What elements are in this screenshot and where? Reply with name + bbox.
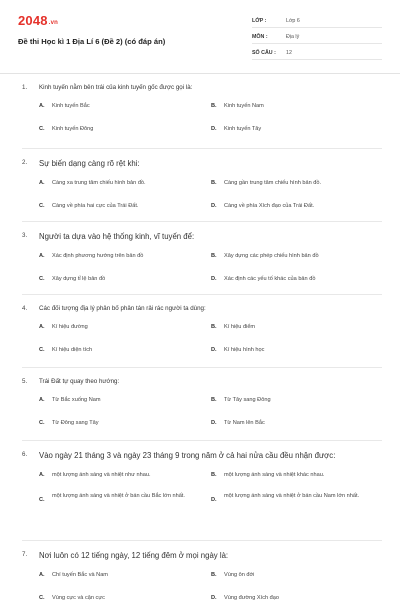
question-text: Các đối tượng địa lý phân bố phân tán rải rác người ta dùng:	[39, 305, 206, 312]
answer-option-d[interactable]	[211, 489, 382, 517]
option-text: một lượng ánh sáng và nhiệt ở bán cầu Bắc lớn nhất.	[52, 493, 185, 499]
option-letter: B.	[211, 253, 217, 259]
answer-option-c[interactable]	[39, 489, 211, 517]
question-text: Sự biến dạng càng rõ rệt khi:	[39, 159, 140, 168]
answer-options	[39, 391, 382, 437]
option-text: một lượng ánh sáng và nhiệt như nhau.	[52, 472, 151, 478]
answer-option-b[interactable]	[211, 318, 382, 341]
option-letter: B.	[211, 472, 217, 478]
answer-options	[39, 566, 382, 600]
question-1	[22, 74, 382, 149]
answer-option-a[interactable]	[39, 466, 211, 489]
option-letter: C.	[39, 497, 45, 503]
option-letter: A.	[39, 103, 45, 109]
question-6	[22, 441, 382, 541]
option-letter: C.	[39, 276, 45, 282]
answer-options	[39, 318, 382, 364]
option-letter: D.	[211, 595, 217, 600]
meta-class	[252, 14, 382, 28]
answer-option-d[interactable]	[211, 270, 382, 293]
answer-option-d[interactable]	[211, 589, 382, 600]
answer-option-c[interactable]	[39, 270, 211, 293]
option-letter: A.	[39, 180, 45, 186]
exam-meta	[252, 14, 382, 62]
answer-option-a[interactable]	[39, 247, 211, 270]
logo-main: 2048	[18, 13, 48, 28]
question-3	[22, 222, 382, 295]
option-text: một lượng ánh sáng và nhiệt khác nhau.	[224, 472, 325, 478]
option-text: Càng về phía hai cực của Trái Đất.	[52, 203, 139, 209]
question-header	[22, 295, 382, 314]
answer-option-a[interactable]	[39, 391, 211, 414]
option-letter: C.	[39, 595, 45, 600]
option-text: Kí hiệu hình học	[224, 347, 265, 353]
answer-option-c[interactable]	[39, 589, 211, 600]
option-letter: D.	[211, 497, 217, 503]
question-header	[22, 222, 382, 243]
answer-option-b[interactable]	[211, 466, 382, 489]
question-text: Trái Đất tự quay theo hướng:	[39, 378, 120, 385]
question-number: 3.	[22, 232, 28, 239]
question-5	[22, 368, 382, 441]
answer-option-c[interactable]	[39, 197, 211, 220]
meta-key: LỚP :	[252, 17, 267, 24]
answer-option-b[interactable]	[211, 566, 382, 589]
option-letter: D.	[211, 126, 217, 132]
question-7	[22, 541, 382, 600]
option-text: Kinh tuyến Bắc	[52, 103, 90, 109]
option-text: Xác định phương hướng trên bản đồ	[52, 253, 144, 259]
answer-option-a[interactable]	[39, 174, 211, 197]
answer-options	[39, 97, 382, 143]
option-text: Kinh tuyến Nam	[224, 103, 264, 109]
option-text: Xây dựng các phép chiếu hình bản đồ	[224, 253, 319, 259]
answer-option-c[interactable]	[39, 414, 211, 437]
page-header	[0, 0, 400, 74]
option-text: Từ Tây sang Đông	[224, 397, 271, 403]
meta-key: MÔN :	[252, 33, 268, 40]
option-text: Càng về phía Xích đạo của Trái Đất.	[224, 203, 315, 209]
option-text: một lượng ánh sáng và nhiệt ở bán cầu Nam lớn nhất.	[224, 493, 360, 499]
answer-option-b[interactable]	[211, 247, 382, 270]
question-text: Vào ngày 21 tháng 3 và ngày 23 tháng 9 trong năm ở cả hai nửa cầu đều nhận được:	[39, 451, 336, 460]
option-letter: A.	[39, 472, 45, 478]
answer-option-d[interactable]	[211, 120, 382, 143]
option-letter: D.	[211, 276, 217, 282]
option-letter: C.	[39, 420, 45, 426]
option-text: Vùng đường Xích đạo	[224, 595, 279, 600]
answer-option-b[interactable]	[211, 97, 382, 120]
page-title: Đề thi Học kì 1 Địa Lí 6 (Đề 2) (có đáp án)	[18, 37, 166, 46]
question-header	[22, 441, 382, 462]
option-text: Từ Bắc xuống Nam	[52, 397, 101, 403]
question-list	[0, 74, 400, 600]
question-text: Kinh tuyến nằm bên trái của kinh tuyến gốc được gọi là:	[39, 84, 193, 91]
answer-options	[39, 174, 382, 220]
question-number: 7.	[22, 551, 28, 558]
option-letter: A.	[39, 324, 45, 330]
answer-option-b[interactable]	[211, 174, 382, 197]
meta-question-count	[252, 46, 382, 60]
option-text: Kí hiệu đường	[52, 324, 88, 330]
option-letter: A.	[39, 253, 45, 259]
option-text: Từ Đông sang Tây	[52, 420, 99, 426]
answer-option-a[interactable]	[39, 318, 211, 341]
question-header	[22, 368, 382, 387]
answer-option-b[interactable]	[211, 391, 382, 414]
question-header	[22, 541, 382, 562]
option-letter: D.	[211, 203, 217, 209]
question-number: 2.	[22, 159, 28, 166]
option-letter: D.	[211, 420, 217, 426]
answer-option-c[interactable]	[39, 120, 211, 143]
option-text: Kinh tuyến Đông	[52, 126, 94, 132]
meta-key: SỐ CÂU :	[252, 49, 276, 56]
answer-option-d[interactable]	[211, 341, 382, 364]
logo-suffix: .vn	[48, 20, 59, 26]
option-letter: A.	[39, 397, 45, 403]
meta-subject	[252, 30, 382, 44]
question-header	[22, 74, 382, 93]
option-text: Kí hiệu điểm	[224, 324, 256, 330]
answer-options	[39, 247, 382, 293]
answer-options	[39, 466, 382, 517]
option-text: Càng gần trung tâm chiếu hình bản đồ.	[224, 180, 322, 186]
option-letter: C.	[39, 126, 45, 132]
option-letter: B.	[211, 180, 217, 186]
meta-value: 12	[286, 49, 292, 56]
meta-value: Lớp 6	[286, 17, 300, 24]
question-number: 6.	[22, 451, 28, 458]
meta-value: Địa lý	[286, 33, 300, 40]
question-text: Người ta dựa vào hệ thống kinh, vĩ tuyến để:	[39, 232, 195, 241]
question-number: 4.	[22, 305, 28, 312]
option-letter: C.	[39, 347, 45, 353]
answer-option-d[interactable]	[211, 414, 382, 437]
option-text: Chí tuyến Bắc và Nam	[52, 572, 108, 578]
option-text: Kinh tuyến Tây	[224, 126, 262, 132]
question-2	[22, 149, 382, 222]
option-text: Vùng ôn đới	[224, 572, 255, 578]
answer-option-a[interactable]	[39, 97, 211, 120]
option-text: Từ Nam lên Bắc	[224, 420, 265, 426]
option-text: Vùng cực và cận cực	[52, 595, 105, 600]
option-letter: B.	[211, 397, 217, 403]
question-text: Nơi luôn có 12 tiếng ngày, 12 tiếng đêm ở mọi ngày là:	[39, 551, 229, 560]
answer-option-c[interactable]	[39, 341, 211, 364]
option-text: Càng xa trung tâm chiếu hình bản đồ.	[52, 180, 146, 186]
question-number: 1.	[22, 84, 28, 91]
answer-option-d[interactable]	[211, 197, 382, 220]
question-number: 5.	[22, 378, 28, 385]
option-letter: C.	[39, 203, 45, 209]
option-letter: B.	[211, 572, 217, 578]
option-letter: B.	[211, 103, 217, 109]
answer-option-a[interactable]	[39, 566, 211, 589]
option-text: Xây dựng tỉ lệ bản đồ	[52, 276, 106, 282]
question-4	[22, 295, 382, 368]
question-header	[22, 149, 382, 170]
option-text: Kí hiệu diện tích	[52, 347, 93, 353]
option-letter: A.	[39, 572, 45, 578]
option-text: Xác định các yếu tố khác của bản đồ	[224, 276, 316, 282]
option-letter: D.	[211, 347, 217, 353]
option-letter: B.	[211, 324, 217, 330]
